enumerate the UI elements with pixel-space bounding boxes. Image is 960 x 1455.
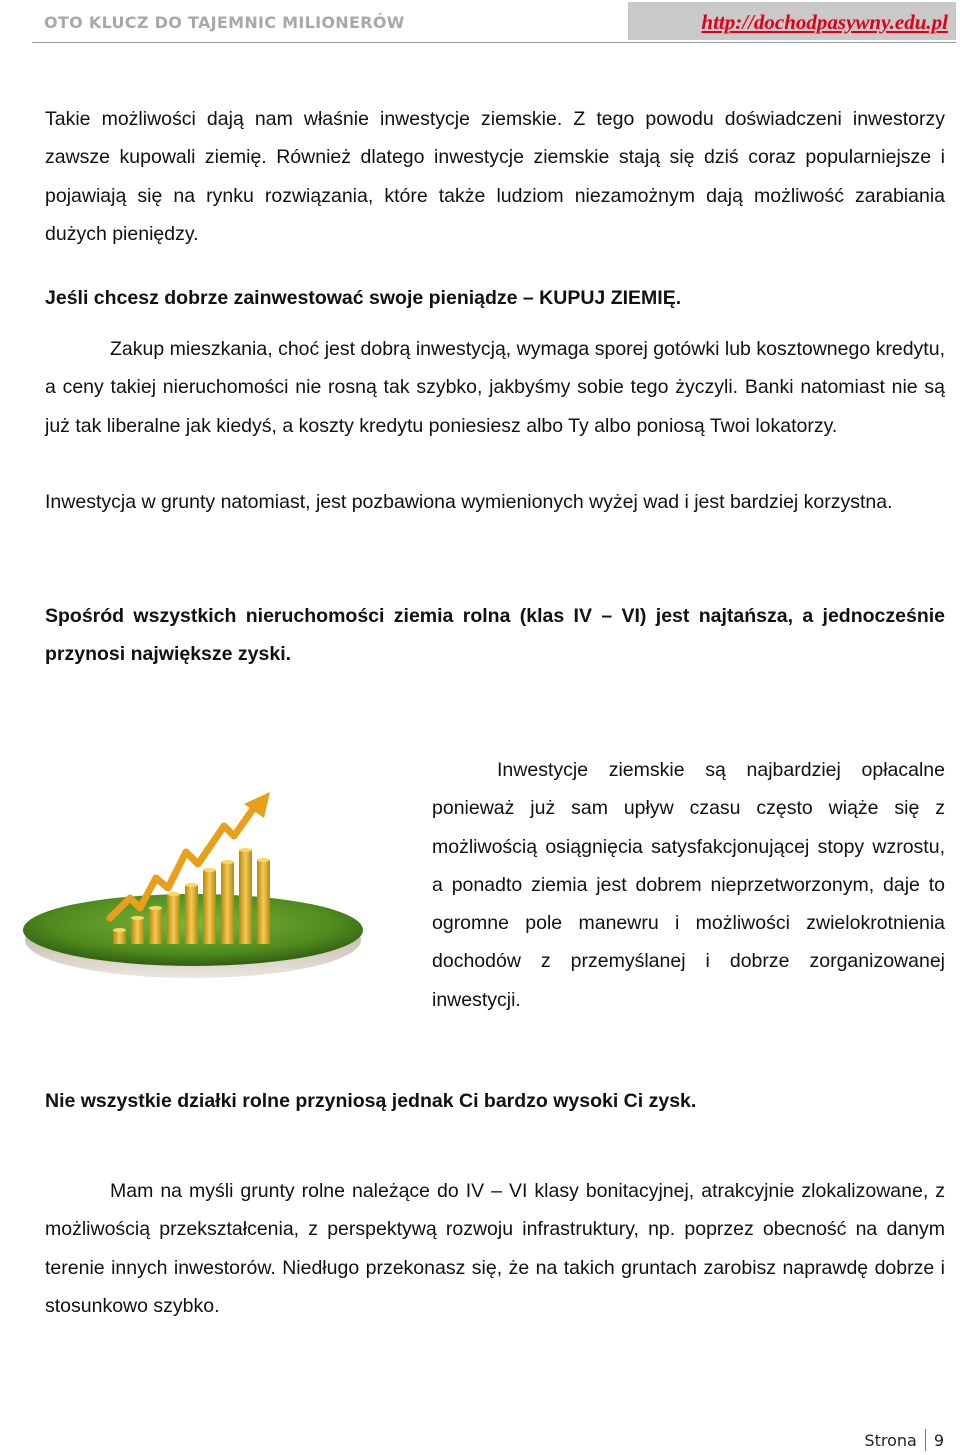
growth-coins-icon [18,790,408,990]
page-number: 9 [933,1430,944,1450]
growth-coins-illustration [18,790,408,990]
paragraph-3: Zakup mieszkania, choć jest dobrą inwestycją, wymaga sporej gotówki lub kosztownego kredytu, a ceny takiej nieruchomości nie rosną tak szybko, jakbyśmy sobie tego życzyli. Banki natomiast nie są już tak liberalne jak kiedyś, a koszty kredytu poniesiesz albo Ty albo poniosą Twoi lokatorzy. [45,338,945,437]
paragraph-8: Mam na myśli grunty rolne należące do IV – VI klasy bonitacyjnej, atrakcyjnie zlokalizowane, z możliwością przekształcenia, z perspektywą rozwoju infrastruktury, np. poprzez obecność na danym terenie innych inwestorów. Niedługo przekonasz się, że na takich gruntach zarobisz naprawdę dobrze i stosunkowo szybko. [45,1180,945,1317]
paragraph-7-callout: Nie wszystkie działki rolne przyniosą jednak Ci bardzo wysoki Ci zysk. [45,1090,697,1112]
header-url-box [628,2,956,40]
paragraph-6-beside-image: Inwestycje ziemskie są najbardziej opłacalne ponieważ już sam upływ czasu często wiąże się z możliwością osiągnięcia satysfakcjonującej stopy wzrostu, a ponadto ziemia jest dobrem nieprzetworzonym, daje to ogromne pole manewru i możliwości zwielokrotnienia dochodów z przemyślanej i dobrze zorganizowanej inwestycji. [432,759,945,1011]
header-url-link[interactable]: http://dochodpasywny.edu.pl [701,10,948,34]
page-label: Strona [864,1430,917,1450]
page-footer [864,1428,944,1452]
paragraph-4: Inwestycja w grunty natomiast, jest pozbawiona wymienionych wyżej wad i jest bardziej korzystna. [45,491,893,513]
paragraph-5-callout: Spośród wszystkich nieruchomości ziemia rolna (klas IV – VI) jest najtańsza, a jednocześnie przynosi największe zyski. [45,605,945,666]
paragraph-1: Takie możliwości dają nam właśnie inwestycje ziemskie. Z tego powodu doświadczeni inwestorzy zawsze kupowali ziemię. Również dlatego inwestycje ziemskie stają się dziś coraz popularniejsze i pojawiają się na rynku rozwiązania, które także ludziom niezamożnym dają możliwość zarabiania dużych pieniędzy. [45,108,945,245]
page-header [32,0,956,43]
footer-separator [925,1429,926,1451]
header-title: OTO KLUCZ DO TAJEMNIC MILIONERÓW [44,13,405,32]
paragraph-2-callout: Jeśli chcesz dobrze zainwestować swoje pieniądze – KUPUJ ZIEMIĘ. [45,287,682,309]
